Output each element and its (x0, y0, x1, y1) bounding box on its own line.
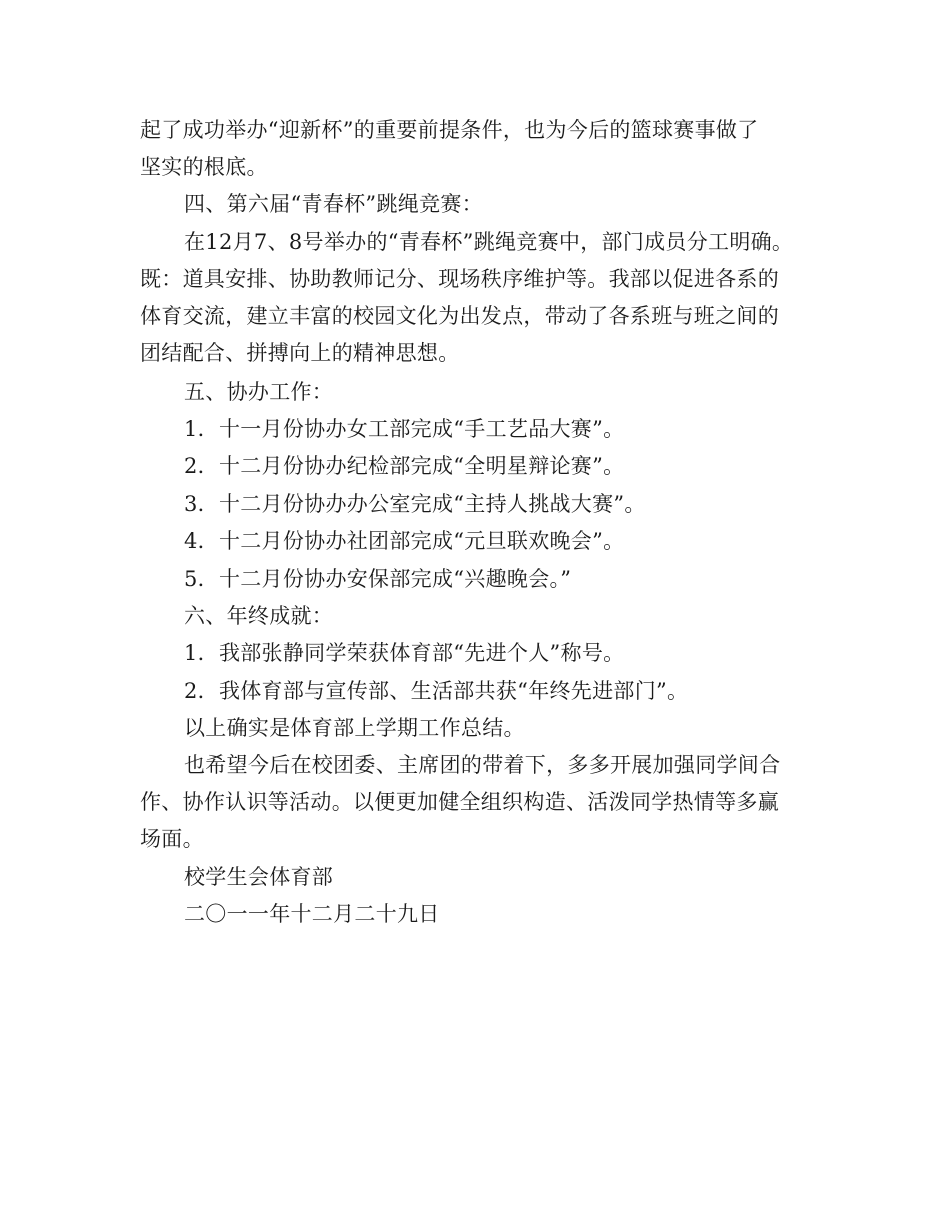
list-item: 1．我部张静同学荣获体育部“先进个人”称号。 (184, 641, 625, 665)
text-line: 起了成功举办“迎新杯”的重要前提条件，也为今后的篮球赛事做了 (140, 118, 759, 142)
section-heading: 六、年终成就： (184, 604, 334, 628)
text-line: 场面。 (140, 827, 204, 851)
text-line: 既：道具安排、协助教师记分、现场秩序维护等。我部以促进各系的 (140, 267, 779, 291)
signature-date: 二〇一一年十二月二十九日 (184, 902, 440, 926)
list-item: 1．十一月份协办女工部完成“手工艺品大赛”。 (184, 417, 625, 441)
text-line: 在12月7、8号举办的“青春杯”跳绳竞赛中，部门成员分工明确。 (184, 230, 794, 254)
text-line: 体育交流，建立丰富的校园文化为出发点，带动了各系班与班之间的 (140, 304, 779, 328)
list-item: 5．十二月份协办安保部完成“兴趣晚会。” (184, 567, 572, 591)
list-item: 2．十二月份协办纪检部完成“全明星辩论赛”。 (184, 454, 625, 478)
text-line: 坚实的根底。 (140, 155, 268, 179)
text-line: 以上确实是体育部上学期工作总结。 (184, 716, 525, 740)
section-heading: 五、协办工作： (184, 380, 334, 404)
text-line: 作、协作认识等活动。以便更加健全组织构造、活泼同学热情等多赢 (140, 790, 779, 814)
signature-department: 校学生会体育部 (184, 865, 334, 889)
list-item: 2．我体育部与宣传部、生活部共获“年终先进部门”。 (184, 679, 689, 703)
section-heading: 四、第六届“青春杯”跳绳竞赛： (184, 192, 483, 216)
text-line: 团结配合、拼搏向上的精神思想。 (140, 341, 460, 365)
list-item: 4．十二月份协办社团部完成“元旦联欢晚会”。 (184, 529, 625, 553)
list-item: 3．十二月份协办办公室完成“主持人挑战大赛”。 (184, 492, 646, 516)
text-line: 也希望今后在校团委、主席团的带着下，多多开展加强同学间合 (184, 753, 781, 777)
